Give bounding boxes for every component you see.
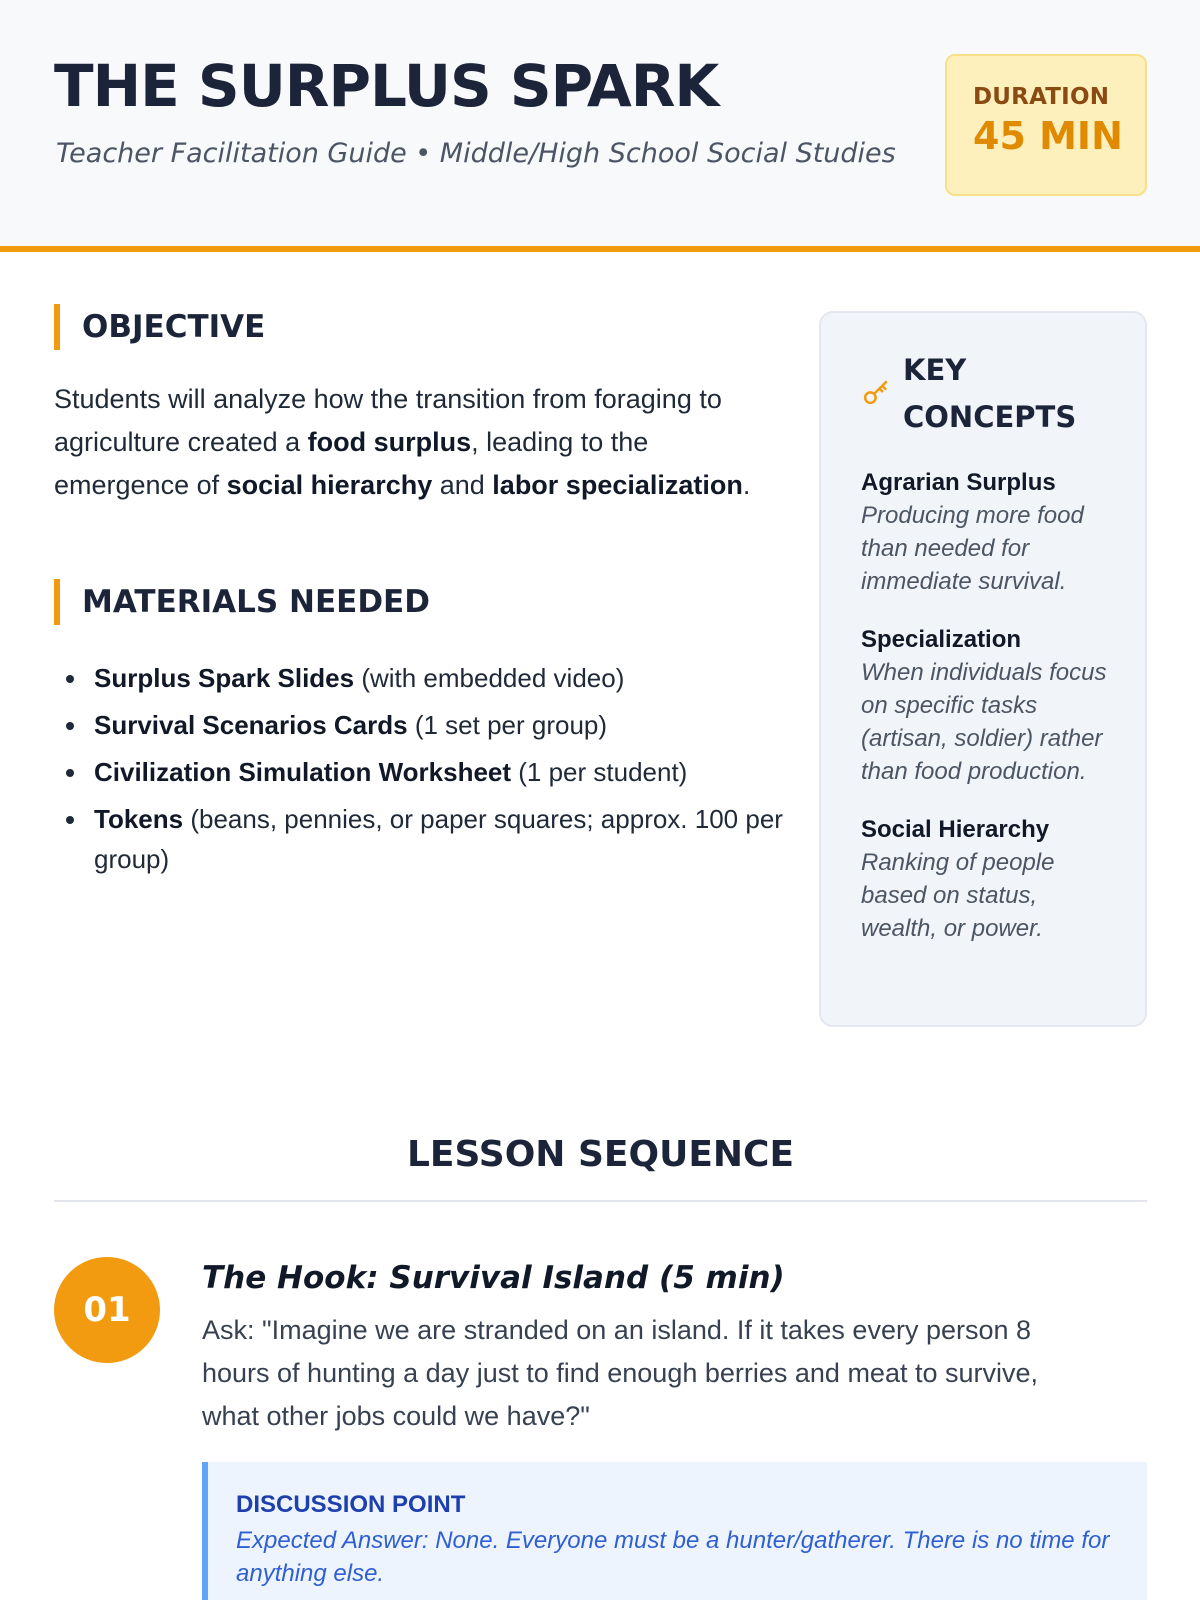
section-divider [54, 1200, 1147, 1202]
step-title: The Hook: Survival Island (5 min) [202, 1260, 785, 1296]
duration-value: 45 MIN [973, 114, 1123, 158]
key-concepts-title: KEY CONCEPTS [903, 353, 1077, 434]
concept-term: Agrarian Surplus [861, 469, 1056, 496]
material-detail: (1 set per group) [407, 710, 608, 740]
discussion-point-box [202, 1462, 1147, 1600]
materials-list [54, 658, 784, 886]
page-header [0, 0, 1200, 252]
duration-badge [945, 54, 1147, 196]
objective-text-segment: and [432, 470, 493, 500]
objective-text-segment: Students will analyze how the transition from foraging to agriculture created a [54, 384, 722, 457]
material-detail: (beans, pennies, or paper squares; approx. 100 per group) [94, 804, 783, 874]
objective-text-segment: . [742, 470, 751, 500]
material-item [54, 658, 784, 698]
material-item [54, 705, 784, 745]
page-title: THE SURPLUS SPARK [54, 52, 719, 120]
material-detail: (1 per student) [511, 757, 688, 787]
concept-term: Social Hierarchy [861, 816, 1050, 843]
discussion-point-text: Expected Answer: None. Everyone must be a hunter/gatherer. There is no time for anything else. [236, 1527, 1110, 1587]
concept-definition: Producing more food than needed for immediate survival. [861, 502, 1084, 595]
key-icon [861, 377, 891, 407]
concept-item [861, 814, 1109, 945]
material-name: Survival Scenarios Cards [94, 710, 408, 740]
material-name: Surplus Spark Slides [94, 663, 355, 693]
key-concepts-header [861, 347, 1109, 441]
objective-text [54, 378, 784, 507]
key-concepts-list [861, 467, 1109, 945]
objective-text-segment: , leading to the emergence of [54, 427, 649, 500]
step-body: Ask: "Imagine we are stranded on an island. If it takes every person 8 hours of hunting a day just to find enough berries and meat to survive, what other jobs could we have?" [202, 1315, 1039, 1431]
material-name: Civilization Simulation Worksheet [94, 757, 512, 787]
material-name: Tokens [94, 804, 184, 834]
materials-heading: MATERIALS NEEDED [54, 579, 430, 625]
material-item [54, 752, 784, 792]
key-concepts-card [819, 311, 1147, 1027]
objective-keyword: labor specialization [492, 470, 743, 500]
material-item [54, 799, 784, 879]
concept-term: Specialization [861, 626, 1022, 653]
concept-item [861, 467, 1109, 598]
concept-item [861, 624, 1109, 788]
concept-definition: When individuals focus on specific tasks (artisan, soldier) rather than food production. [861, 659, 1107, 785]
lesson-sequence-title: LESSON SEQUENCE [406, 1134, 795, 1175]
duration-label: DURATION [973, 84, 1110, 110]
objective-keyword: social hierarchy [226, 470, 433, 500]
discussion-point-label: DISCUSSION POINT [236, 1491, 466, 1518]
objective-keyword: food surplus [307, 427, 472, 457]
page-subtitle: Teacher Facilitation Guide • Middle/High School Social Studies [56, 138, 896, 169]
material-detail: (with embedded video) [354, 663, 625, 693]
concept-definition: Ranking of people based on status, wealth, or power. [861, 849, 1055, 942]
step-number-badge: 01 [54, 1257, 160, 1363]
objective-heading: OBJECTIVE [54, 304, 265, 350]
